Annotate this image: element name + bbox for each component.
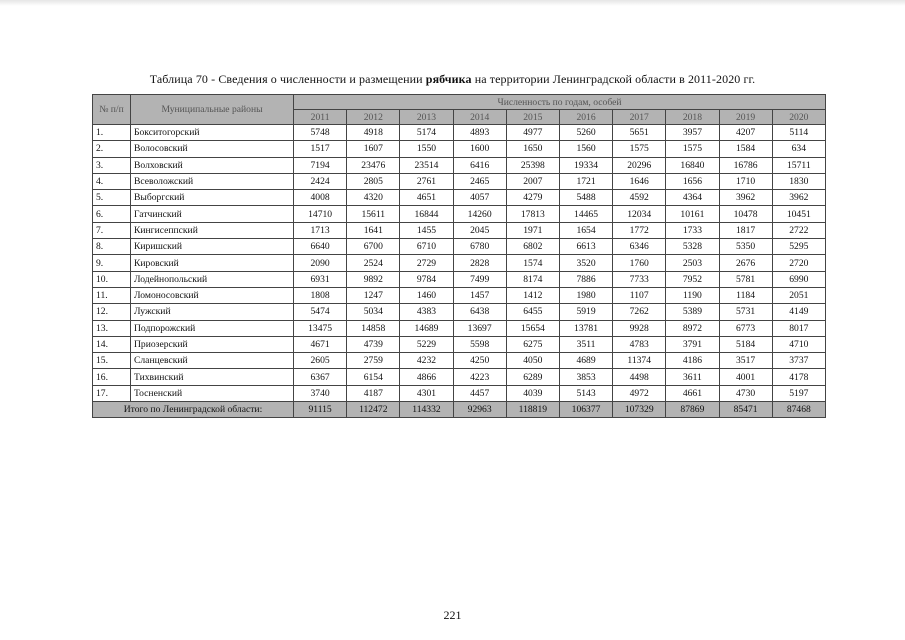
population-cell: 2759 — [347, 353, 400, 369]
population-cell: 1721 — [559, 173, 612, 189]
population-cell: 1457 — [453, 287, 506, 303]
header-year: 2016 — [559, 110, 612, 125]
population-cell: 4207 — [719, 125, 772, 141]
population-cell: 2007 — [506, 173, 559, 189]
population-cell: 15654 — [506, 320, 559, 336]
population-cell: 5748 — [294, 125, 347, 141]
population-cell: 3611 — [666, 369, 719, 385]
population-cell: 1560 — [559, 141, 612, 157]
population-cell: 10478 — [719, 206, 772, 222]
population-cell: 4783 — [613, 336, 666, 352]
district-name: Подпорожский — [131, 320, 294, 336]
population-cell: 3853 — [559, 369, 612, 385]
row-number: 2. — [93, 141, 131, 157]
population-cell: 11374 — [613, 353, 666, 369]
population-cell: 1772 — [613, 222, 666, 238]
total-cell: 118819 — [506, 402, 559, 418]
population-cell: 4250 — [453, 353, 506, 369]
population-cell: 4232 — [400, 353, 453, 369]
population-cell: 4893 — [453, 125, 506, 141]
population-cell: 7886 — [559, 271, 612, 287]
population-cell: 4651 — [400, 190, 453, 206]
population-cell: 4710 — [772, 336, 825, 352]
population-cell: 6700 — [347, 239, 400, 255]
population-cell: 2524 — [347, 255, 400, 271]
total-cell: 85471 — [719, 402, 772, 418]
population-cell: 1817 — [719, 222, 772, 238]
population-cell: 1247 — [347, 287, 400, 303]
table-caption — [0, 72, 905, 87]
population-cell: 2090 — [294, 255, 347, 271]
header-year: 2015 — [506, 110, 559, 125]
population-cell: 6780 — [453, 239, 506, 255]
population-cell: 4008 — [294, 190, 347, 206]
row-number: 11. — [93, 287, 131, 303]
district-name: Кингисеппский — [131, 222, 294, 238]
table-row — [93, 239, 826, 255]
population-cell: 1574 — [506, 255, 559, 271]
row-number: 3. — [93, 157, 131, 173]
row-number: 10. — [93, 271, 131, 287]
population-cell: 5651 — [613, 125, 666, 141]
population-cell: 4671 — [294, 336, 347, 352]
population-cell: 6640 — [294, 239, 347, 255]
population-cell: 1550 — [400, 141, 453, 157]
population-cell: 3962 — [772, 190, 825, 206]
population-cell: 2424 — [294, 173, 347, 189]
table-row — [93, 206, 826, 222]
row-number: 1. — [93, 125, 131, 141]
header-year: 2011 — [294, 110, 347, 125]
population-cell: 2729 — [400, 255, 453, 271]
population-cell: 13697 — [453, 320, 506, 336]
population-cell: 4972 — [613, 385, 666, 401]
table-row — [93, 141, 826, 157]
district-name: Лужский — [131, 304, 294, 320]
header-year: 2019 — [719, 110, 772, 125]
population-cell: 1971 — [506, 222, 559, 238]
header-num: № п/п — [93, 95, 131, 125]
table-row — [93, 304, 826, 320]
population-cell: 6289 — [506, 369, 559, 385]
population-cell: 5295 — [772, 239, 825, 255]
population-cell: 20296 — [613, 157, 666, 173]
row-number: 5. — [93, 190, 131, 206]
population-cell: 3962 — [719, 190, 772, 206]
population-cell: 8017 — [772, 320, 825, 336]
district-name: Лодейнопольский — [131, 271, 294, 287]
population-cell: 5919 — [559, 304, 612, 320]
population-cell: 4178 — [772, 369, 825, 385]
population-cell: 8972 — [666, 320, 719, 336]
population-cell: 16786 — [719, 157, 772, 173]
population-cell: 4866 — [400, 369, 453, 385]
population-cell: 1455 — [400, 222, 453, 238]
table-row — [93, 125, 826, 141]
population-cell: 1517 — [294, 141, 347, 157]
population-cell: 5260 — [559, 125, 612, 141]
population-cell: 23514 — [400, 157, 453, 173]
population-cell: 1460 — [400, 287, 453, 303]
population-cell: 5114 — [772, 125, 825, 141]
population-cell: 9892 — [347, 271, 400, 287]
table-row — [93, 222, 826, 238]
population-cell: 4149 — [772, 304, 825, 320]
district-name: Бокситогорский — [131, 125, 294, 141]
row-number: 12. — [93, 304, 131, 320]
population-cell: 25398 — [506, 157, 559, 173]
total-row — [93, 402, 826, 418]
population-cell: 3737 — [772, 353, 825, 369]
population-cell: 3520 — [559, 255, 612, 271]
population-cell: 2465 — [453, 173, 506, 189]
row-number: 9. — [93, 255, 131, 271]
population-cell: 17813 — [506, 206, 559, 222]
population-cell: 13781 — [559, 320, 612, 336]
population-cell: 15711 — [772, 157, 825, 173]
population-cell: 7952 — [666, 271, 719, 287]
population-cell: 7194 — [294, 157, 347, 173]
population-cell: 5731 — [719, 304, 772, 320]
population-cell: 2045 — [453, 222, 506, 238]
header-group: Численность по годам, особей — [294, 95, 826, 110]
table-row — [93, 287, 826, 303]
population-cell: 3791 — [666, 336, 719, 352]
population-cell: 2722 — [772, 222, 825, 238]
population-cell: 2676 — [719, 255, 772, 271]
population-cell: 1107 — [613, 287, 666, 303]
population-cell: 5143 — [559, 385, 612, 401]
population-cell: 4364 — [666, 190, 719, 206]
district-name: Волховский — [131, 157, 294, 173]
header-year: 2012 — [347, 110, 400, 125]
total-cell: 87468 — [772, 402, 825, 418]
table-row — [93, 353, 826, 369]
population-cell: 4320 — [347, 190, 400, 206]
district-name: Киришский — [131, 239, 294, 255]
district-name: Ломоносовский — [131, 287, 294, 303]
header-year: 2018 — [666, 110, 719, 125]
population-table — [92, 94, 826, 418]
table-row — [93, 173, 826, 189]
population-cell: 2051 — [772, 287, 825, 303]
population-cell: 19334 — [559, 157, 612, 173]
district-name: Сланцевский — [131, 353, 294, 369]
caption-prefix: Таблица 70 - Сведения о численности и размещении — [149, 72, 426, 86]
population-cell: 4977 — [506, 125, 559, 141]
population-cell: 5229 — [400, 336, 453, 352]
header-year: 2020 — [772, 110, 825, 125]
population-cell: 14260 — [453, 206, 506, 222]
population-cell: 1654 — [559, 222, 612, 238]
population-cell: 1713 — [294, 222, 347, 238]
population-cell: 1650 — [506, 141, 559, 157]
total-cell: 92963 — [453, 402, 506, 418]
header-year: 2017 — [613, 110, 666, 125]
population-cell: 9784 — [400, 271, 453, 287]
table-row — [93, 190, 826, 206]
row-number: 7. — [93, 222, 131, 238]
population-cell: 1760 — [613, 255, 666, 271]
population-cell: 1607 — [347, 141, 400, 157]
population-cell: 6416 — [453, 157, 506, 173]
population-cell: 1190 — [666, 287, 719, 303]
population-cell: 5350 — [719, 239, 772, 255]
population-cell: 1641 — [347, 222, 400, 238]
population-cell: 14858 — [347, 320, 400, 336]
population-cell: 6154 — [347, 369, 400, 385]
row-number: 14. — [93, 336, 131, 352]
table-row — [93, 369, 826, 385]
population-cell: 5197 — [772, 385, 825, 401]
district-name: Приозерский — [131, 336, 294, 352]
table-row — [93, 255, 826, 271]
population-cell: 3957 — [666, 125, 719, 141]
population-cell: 7733 — [613, 271, 666, 287]
population-cell: 2761 — [400, 173, 453, 189]
population-cell: 2605 — [294, 353, 347, 369]
population-cell: 6613 — [559, 239, 612, 255]
population-cell: 3740 — [294, 385, 347, 401]
population-cell: 4223 — [453, 369, 506, 385]
population-cell: 23476 — [347, 157, 400, 173]
table-row — [93, 157, 826, 173]
population-cell: 2805 — [347, 173, 400, 189]
population-cell: 5474 — [294, 304, 347, 320]
population-cell: 4592 — [613, 190, 666, 206]
total-cell: 91115 — [294, 402, 347, 418]
population-cell: 1575 — [613, 141, 666, 157]
population-cell: 10161 — [666, 206, 719, 222]
population-cell: 4730 — [719, 385, 772, 401]
population-cell: 10451 — [772, 206, 825, 222]
population-cell: 1646 — [613, 173, 666, 189]
population-cell: 4689 — [559, 353, 612, 369]
population-cell: 1584 — [719, 141, 772, 157]
population-cell: 2503 — [666, 255, 719, 271]
population-cell: 1710 — [719, 173, 772, 189]
population-cell: 4187 — [347, 385, 400, 401]
total-cell: 87869 — [666, 402, 719, 418]
row-number: 16. — [93, 369, 131, 385]
total-cell: 114332 — [400, 402, 453, 418]
population-cell: 14465 — [559, 206, 612, 222]
table-body — [93, 125, 826, 418]
district-name: Волосовский — [131, 141, 294, 157]
district-name: Кировский — [131, 255, 294, 271]
population-cell: 6346 — [613, 239, 666, 255]
population-cell: 2828 — [453, 255, 506, 271]
header-year: 2013 — [400, 110, 453, 125]
population-cell: 12034 — [613, 206, 666, 222]
district-name: Тихвинский — [131, 369, 294, 385]
population-cell: 8174 — [506, 271, 559, 287]
total-cell: 107329 — [613, 402, 666, 418]
population-cell: 6438 — [453, 304, 506, 320]
population-cell: 1575 — [666, 141, 719, 157]
district-name: Гатчинский — [131, 206, 294, 222]
population-cell: 1808 — [294, 287, 347, 303]
population-cell: 4001 — [719, 369, 772, 385]
population-cell: 1184 — [719, 287, 772, 303]
population-cell: 5488 — [559, 190, 612, 206]
population-cell: 5174 — [400, 125, 453, 141]
population-cell: 4457 — [453, 385, 506, 401]
header-row-top — [93, 95, 826, 110]
population-cell: 5598 — [453, 336, 506, 352]
population-cell: 5034 — [347, 304, 400, 320]
population-cell: 3517 — [719, 353, 772, 369]
population-cell: 634 — [772, 141, 825, 157]
population-cell: 5781 — [719, 271, 772, 287]
table-row — [93, 271, 826, 287]
population-cell: 6275 — [506, 336, 559, 352]
population-cell: 16844 — [400, 206, 453, 222]
total-label: Итого по Ленинградской области: — [93, 402, 294, 418]
population-cell: 4057 — [453, 190, 506, 206]
population-cell: 6990 — [772, 271, 825, 287]
population-cell: 1733 — [666, 222, 719, 238]
population-cell: 9928 — [613, 320, 666, 336]
population-cell: 4301 — [400, 385, 453, 401]
population-cell: 5328 — [666, 239, 719, 255]
population-cell: 4498 — [613, 369, 666, 385]
total-cell: 112472 — [347, 402, 400, 418]
population-cell: 1980 — [559, 287, 612, 303]
population-cell: 14710 — [294, 206, 347, 222]
population-cell: 1656 — [666, 173, 719, 189]
population-cell: 4918 — [347, 125, 400, 141]
population-cell: 4039 — [506, 385, 559, 401]
population-cell: 6455 — [506, 304, 559, 320]
population-cell: 6367 — [294, 369, 347, 385]
caption-suffix: на территории Ленинградской области в 2011-2020 гг. — [471, 72, 756, 86]
population-cell: 16840 — [666, 157, 719, 173]
population-cell: 13475 — [294, 320, 347, 336]
population-cell: 4739 — [347, 336, 400, 352]
total-cell: 106377 — [559, 402, 612, 418]
population-cell: 6802 — [506, 239, 559, 255]
population-cell: 15611 — [347, 206, 400, 222]
population-cell: 4050 — [506, 353, 559, 369]
population-cell: 4186 — [666, 353, 719, 369]
caption-bold-species: рябчика — [425, 72, 472, 86]
population-cell: 6710 — [400, 239, 453, 255]
row-number: 15. — [93, 353, 131, 369]
row-number: 4. — [93, 173, 131, 189]
district-name: Всеволожский — [131, 173, 294, 189]
table-row — [93, 336, 826, 352]
district-name: Тосненский — [131, 385, 294, 401]
row-number: 17. — [93, 385, 131, 401]
population-cell: 2720 — [772, 255, 825, 271]
table-row — [93, 385, 826, 401]
population-cell: 1600 — [453, 141, 506, 157]
population-cell: 3511 — [559, 336, 612, 352]
table-row — [93, 320, 826, 336]
population-cell: 4661 — [666, 385, 719, 401]
population-cell: 7262 — [613, 304, 666, 320]
population-cell: 1412 — [506, 287, 559, 303]
population-cell: 5184 — [719, 336, 772, 352]
row-number: 13. — [93, 320, 131, 336]
header-district: Муниципальные районы — [131, 95, 294, 125]
population-cell: 4383 — [400, 304, 453, 320]
row-number: 6. — [93, 206, 131, 222]
population-cell: 14689 — [400, 320, 453, 336]
scan-top-edge — [0, 0, 905, 6]
population-cell: 4279 — [506, 190, 559, 206]
row-number: 8. — [93, 239, 131, 255]
population-cell: 1830 — [772, 173, 825, 189]
population-cell: 5389 — [666, 304, 719, 320]
population-cell: 6931 — [294, 271, 347, 287]
population-cell: 7499 — [453, 271, 506, 287]
page-number: 221 — [443, 608, 462, 622]
district-name: Выборгский — [131, 190, 294, 206]
header-year: 2014 — [453, 110, 506, 125]
population-cell: 6773 — [719, 320, 772, 336]
